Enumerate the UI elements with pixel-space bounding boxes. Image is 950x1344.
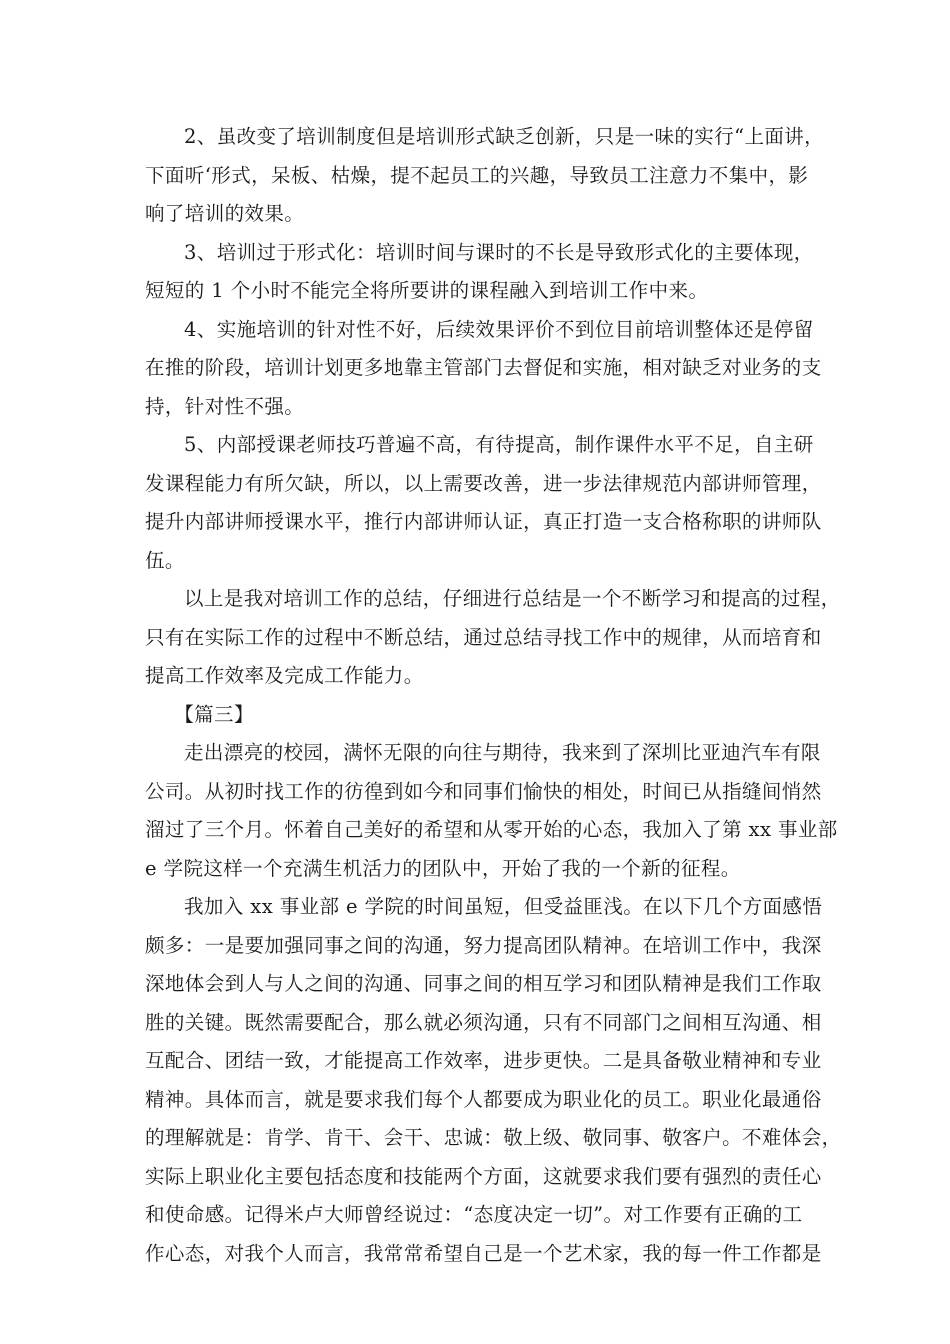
text-line: 在推的阶段，培训计划更多地靠主管部门去督促和实施，相对缺乏对业务的支 xyxy=(145,356,822,379)
text-line: 提高工作效率及完成工作能力。 xyxy=(145,664,424,687)
text-line: 发课程能力有所欠缺，所以，以上需要改善，进一步法律规范内部讲师管理， xyxy=(145,471,822,495)
paragraph-item-5 xyxy=(145,426,822,580)
document-body xyxy=(145,118,842,1273)
text-line: 响了培训的效果。 xyxy=(145,202,305,225)
text-line: 4、实施培训的针对性不好，后续效果评价不到位目前培训整体还是停留 xyxy=(184,317,814,341)
text-line: 3、培训过于形式化：培训时间与课时的不长是导致形式化的主要体现， xyxy=(184,240,814,264)
paragraph-item-2 xyxy=(145,118,825,234)
text-line: 伍。 xyxy=(145,548,185,572)
text-line: 的理解就是：肯学、肯干、会干、忠诚：敬上级、敬同事、敬客户。不难体会， xyxy=(145,1126,842,1149)
text-line: 胜的关键。既然需要配合，那么就必须沟通，只有不同部门之间相互沟通、相 xyxy=(145,1010,822,1034)
text-line: 深地体会到人与人之间的沟通、同事之间的相互学习和团队精神是我们工作取 xyxy=(145,972,822,995)
section-heading xyxy=(145,696,815,735)
text-line: 我加入 xx 事业部 e 学院的时间虽短，但受益匪浅。在以下几个方面感悟 xyxy=(184,895,823,918)
paragraph-reflection xyxy=(145,888,842,1273)
text-line: e 学院这样一个充满生机活力的团队中，开始了我的一个新的征程。 xyxy=(145,856,741,880)
text-line: 走出漂亮的校园，满怀无限的向往与期待，我来到了深圳比亚迪汽车有限 xyxy=(184,741,821,764)
text-line: 短短的 1 个小时不能完全将所要讲的课程融入到培训工作中来。 xyxy=(145,279,709,302)
text-line: 以上是我对培训工作的总结，仔细进行总结是一个不断学习和提高的过程， xyxy=(184,587,841,610)
paragraph-item-3 xyxy=(145,234,815,311)
text-line: 和使命感。记得米卢大师曾经说过：“态度决定一切”。对工作要有正确的工 xyxy=(145,1203,803,1226)
text-line: 下面听‘形式，呆板、枯燥，提不起员工的兴趣，导致员工注意力不集中，影 xyxy=(145,163,809,187)
paragraph-intro xyxy=(145,734,838,888)
text-line: 2、虽改变了培训制度但是培训形式缺乏创新，只是一味的实行“上面讲， xyxy=(184,125,825,148)
text-line: 互配合、团结一致，才能提高工作效率，进步更快。二是具备敬业精神和专业 xyxy=(145,1049,822,1072)
text-line: 5、内部授课老师技巧普遍不高，有待提高，制作课件水平不足，自主研 xyxy=(184,433,814,456)
text-line: 提升内部讲师授课水平，推行内部讲师认证，真正打造一支合格称职的讲师队 xyxy=(145,510,822,533)
text-line: 只有在实际工作的过程中不断总结，通过总结寻找工作中的规律，从而培育和 xyxy=(145,625,822,649)
text-line: 颇多：一是要加强同事之间的沟通，努力提高团队精神。在培训工作中，我深 xyxy=(145,933,822,957)
text-line: 作心态，对我个人而言，我常常希望自己是一个艺术家，我的每一件工作都是 xyxy=(145,1241,822,1265)
text-line: 实际上职业化主要包括态度和技能两个方面，这就要求我们要有强烈的责任心 xyxy=(145,1164,822,1188)
paragraph-item-4 xyxy=(145,311,822,427)
text-line: 公司。从初时找工作的彷徨到如今和同事们愉快的相处，时间已从指缝间悄然 xyxy=(145,779,822,803)
text-line: 持，针对性不强。 xyxy=(145,394,305,418)
paragraph-summary xyxy=(145,580,841,696)
text-line: 精神。具体而言，就是要求我们每个人都要成为职业化的员工。职业化最通俗 xyxy=(145,1087,822,1111)
text-line: 【篇三】 xyxy=(174,702,254,726)
text-line: 溜过了三个月。怀着自己美好的希望和从零开始的心态，我加入了第 xx 事业部 xyxy=(145,818,838,841)
